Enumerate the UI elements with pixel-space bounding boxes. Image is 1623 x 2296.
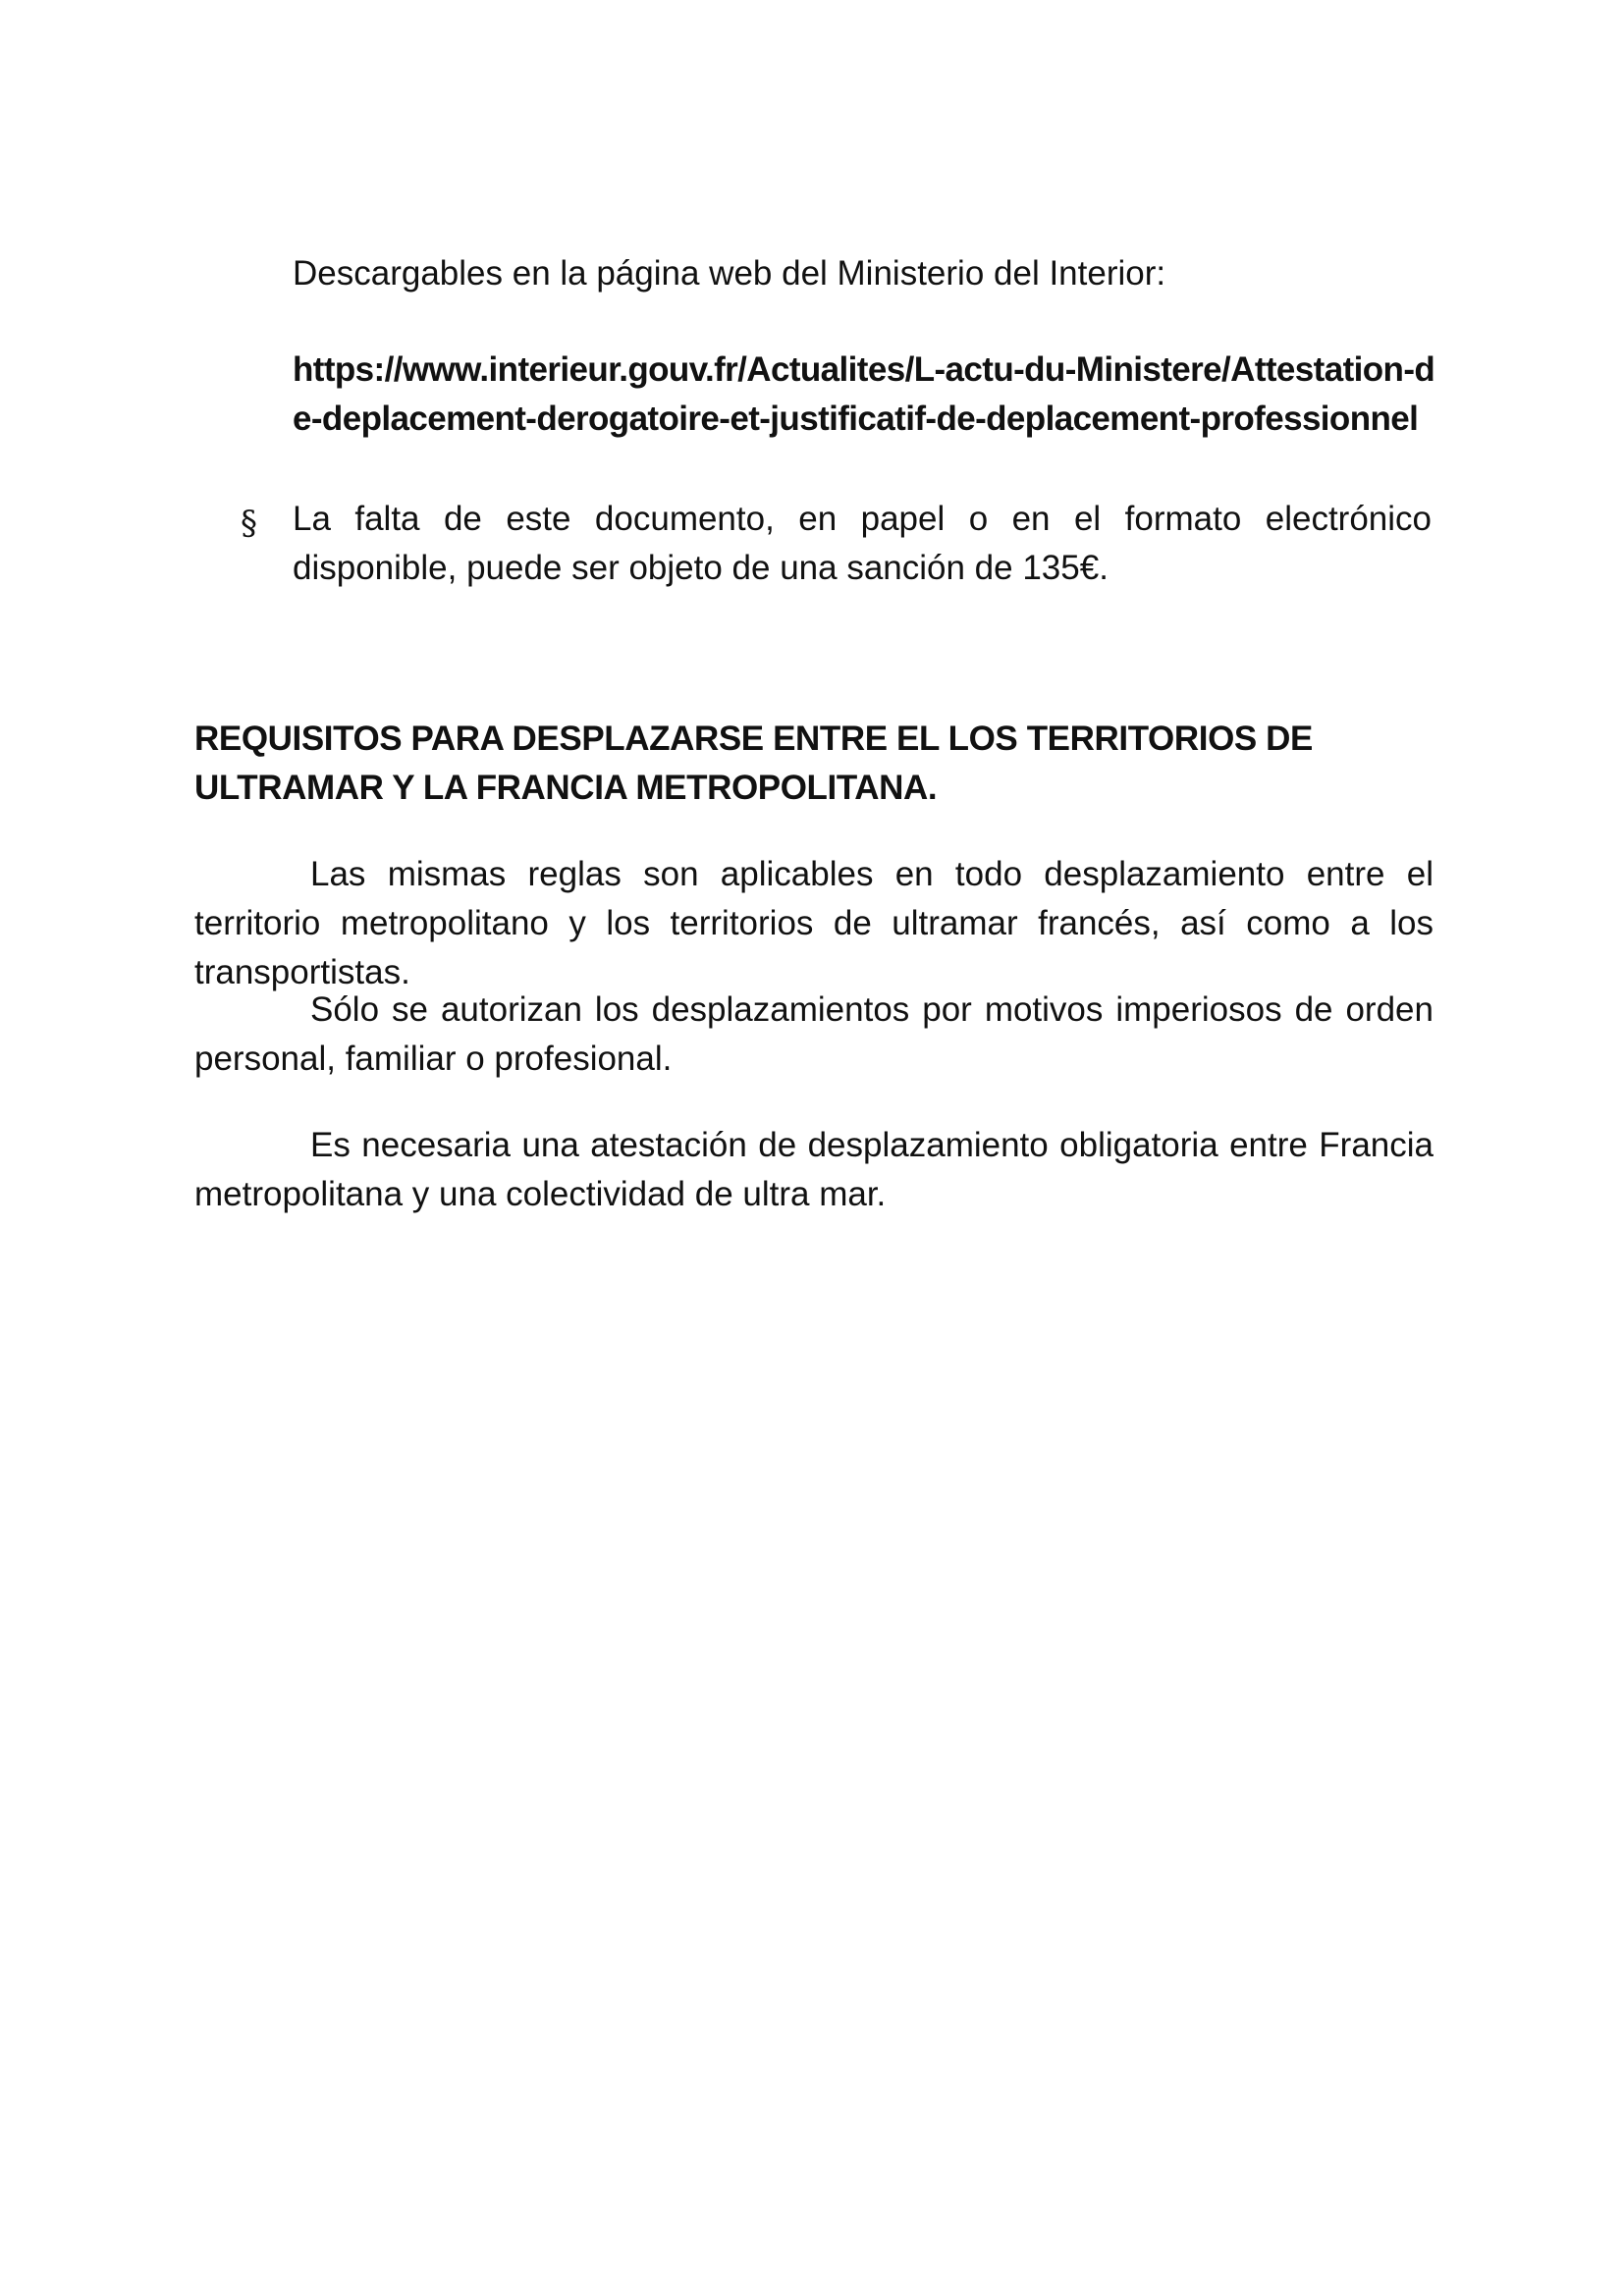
ministry-link[interactable]: https://www.interieur.gouv.fr/Actualites/L-actu-du-Ministere/Attestation-de-deplacement-derogatoire-et-justificatif-de-deplacement-professionnel <box>293 350 1435 438</box>
paragraph-1: Las mismas reglas son aplicables en todo desplazamiento entre el territorio metropolitano y los territorios de ultramar francés, así como a los transportistas. <box>194 855 1434 991</box>
section-heading: REQUISITOS PARA DESPLAZARSE ENTRE EL LOS TERRITORIOS DE ULTRAMAR Y LA FRANCIA METROPOLITANA. <box>194 720 1313 807</box>
paragraph-2: Sólo se autorizan los desplazamientos por motivos imperiosos de orden personal, familiar o profesional. <box>194 990 1434 1078</box>
intro-text: Descargables en la página web del Ministerio del Interior: <box>293 254 1166 293</box>
paragraph-3: Es necesaria una atestación de desplazamiento obligatoria entre Francia metropolitana y una colectividad de ultra mar. <box>194 1126 1434 1213</box>
section-sign-bullet-icon: § <box>241 504 257 543</box>
bullet-text: La falta de este documento, en papel o en el formato electrónico disponible, puede ser objeto de una sanción de 135€. <box>293 500 1432 587</box>
